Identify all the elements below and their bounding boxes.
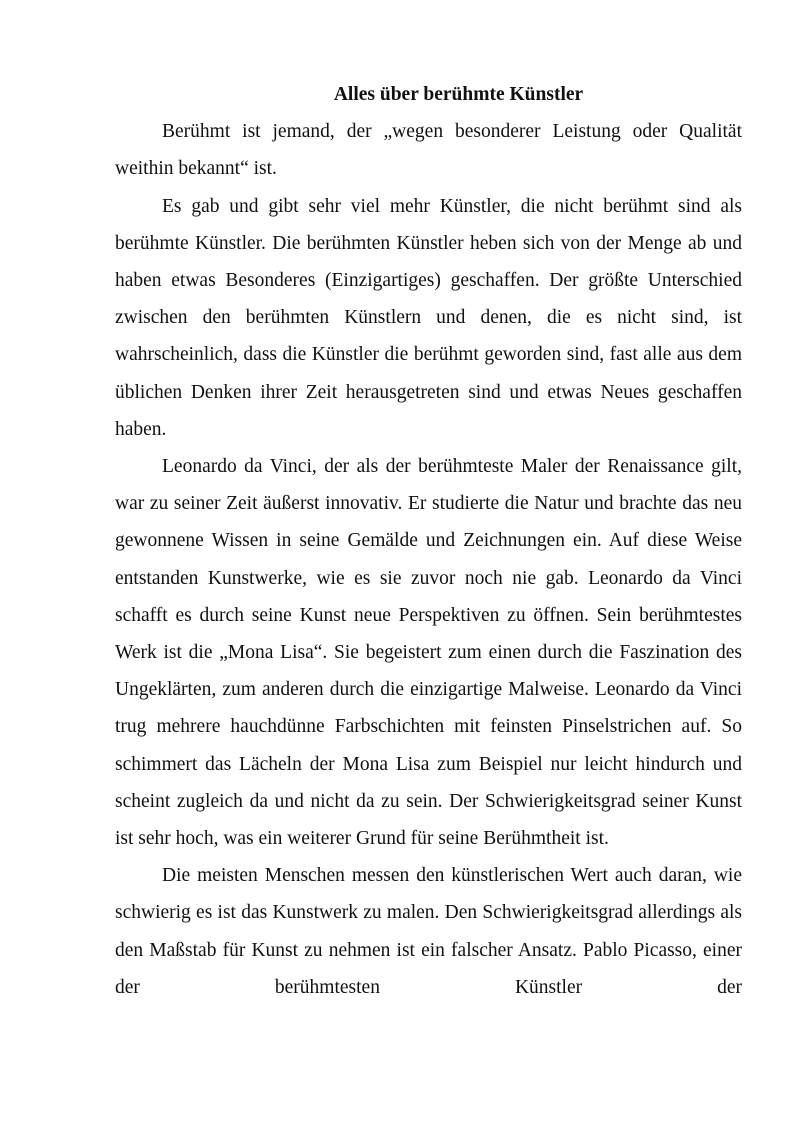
paragraph-4: Die meisten Menschen messen den künstlerischen Wert auch daran, wie schwierig es ist das Kunstwerk zu malen. Den Schwierigkeitsgrad allerdings als den Maßstab für Kunst zu nehmen ist ein falscher Ansatz. Pablo Picasso, einer der berühmtesten Künstler der bbox=[115, 865, 742, 998]
document-title: Alles über berühmte Künstler bbox=[333, 84, 584, 105]
paragraph-1: Berühmt ist jemand, der „wegen besonderer Leistung oder Qualität weithin bekannt“ ist. bbox=[115, 121, 742, 180]
paragraph-2: Es gab und gibt sehr viel mehr Künstler, die nicht berühmt sind als berühmte Künstler. Die berühmten Künstler heben sich von der Menge ab und haben etwas Besonderes (Einzigartiges) geschaffen. Der größte Unterschied zwischen den berühmten Künstlern und denen, die es nicht sind, ist wahrscheinlich, dass die Künstler die berühmt geworden sind, fast alle aus dem üblichen Denken ihrer Zeit herausgetreten sind und etwas Neues geschaffen haben. bbox=[115, 195, 742, 440]
paragraph-3: Leonardo da Vinci, der als der berühmteste Maler der Renaissance gilt, war zu seiner Zeit äußerst innovativ. Er studierte die Natur und brachte das neu gewonnene Wissen in seine Gemälde und Zeichnungen ein. Auf diese Weise entstanden Kunstwerke, wie es sie zuvor noch nie gab. Leonardo da Vinci schafft es durch seine Kunst neue Perspektiven zu öffnen. Sein berühmtestes Werk ist die „Mona Lisa“. Sie begeistert zum einen durch die Faszination des Ungeklärten, zum anderen durch die einzigartige Malweise. Leonardo da Vinci trug mehrere hauchdünne Farbschichten mit feinsten Pinselstrichen auf. So schimmert das Lächeln der Mona Lisa zum Beispiel nur leicht hindurch und scheint zugleich da und nicht da zu sein. Der Schwierigkeitsgrad seiner Kunst ist sehr hoch, was ein weiterer Grund für seine Berühmtheit ist. bbox=[115, 456, 742, 850]
document-body bbox=[115, 76, 742, 1006]
